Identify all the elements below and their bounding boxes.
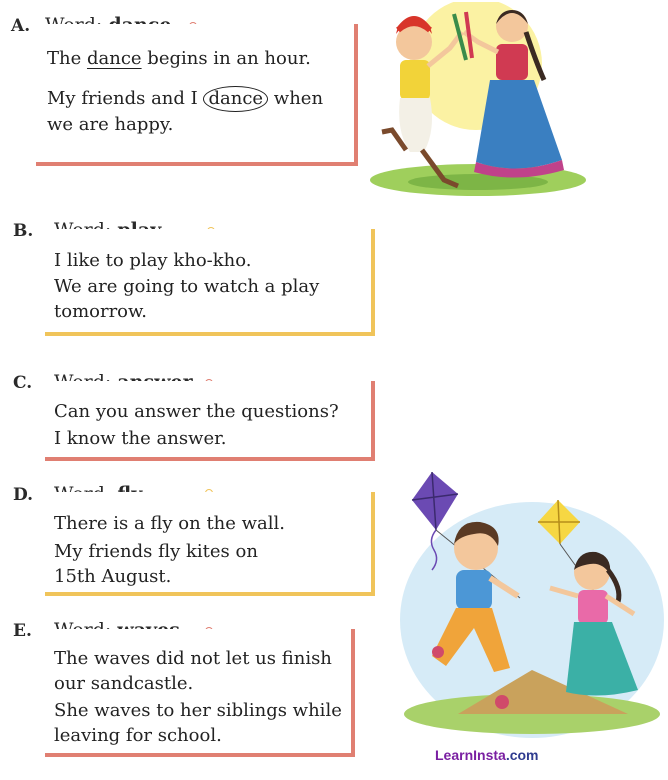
kite-flying-illustration — [398, 470, 666, 738]
sentence-c2: I know the answer. — [54, 428, 227, 449]
item-letter-c: C. — [13, 373, 33, 393]
sentence-b2: We are going to watch a play — [54, 276, 320, 297]
dancing-children-illustration — [366, 2, 588, 198]
text-segment: when — [268, 88, 324, 109]
text-segment: The — [47, 48, 87, 69]
text-segment: My friends and I — [47, 88, 204, 109]
sentence-a2-line2: we are happy. — [47, 114, 174, 135]
sentence-e3: She waves to her siblings while — [54, 700, 342, 721]
item-letter-e: E. — [13, 621, 32, 641]
sentence-e4: leaving for school. — [54, 725, 222, 746]
brand-watermark — [435, 747, 539, 763]
sentence-b3: tomorrow. — [54, 301, 148, 322]
sentence-d2: My friends fly kites on — [54, 541, 258, 562]
sentence-a2-line1 — [47, 86, 323, 112]
sentence-e1: The waves did not let us finish — [54, 648, 332, 669]
sentence-d1: There is a fly on the wall. — [54, 513, 286, 534]
sentence-b1: I like to play kho-kho. — [54, 250, 252, 271]
item-letter-a: A. — [11, 16, 31, 36]
sentence-a1 — [47, 46, 311, 71]
brand-domain: .com — [505, 747, 539, 763]
item-letter-b: B. — [13, 221, 34, 241]
circled-word: dance — [203, 86, 268, 112]
underlined-word: dance — [86, 48, 142, 69]
sentence-e2: our sandcastle. — [54, 673, 194, 694]
text-segment: begins in an hour. — [141, 48, 311, 69]
item-letter-d: D. — [13, 485, 34, 505]
sentence-d3: 15th August. — [54, 566, 172, 587]
brand-name: LearnInsta — [435, 747, 506, 763]
sentence-c1: Can you answer the questions? — [54, 401, 339, 422]
